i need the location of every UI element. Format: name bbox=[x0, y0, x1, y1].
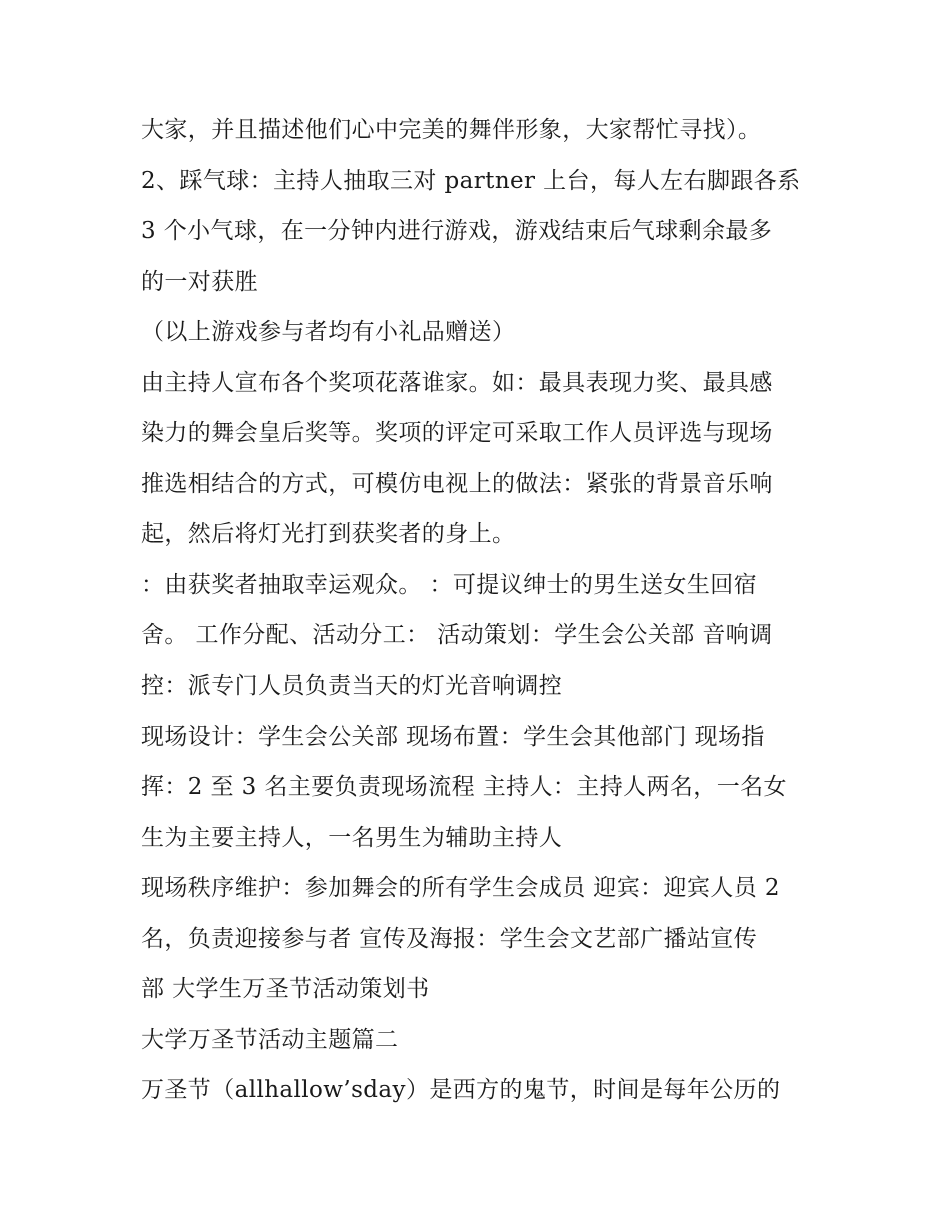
section-heading: 大学万圣节活动主题篇二 bbox=[141, 1027, 399, 1053]
text-line: 染力的舞会皇后奖等。奖项的评定可采取工作人员评选与现场 bbox=[141, 420, 773, 446]
text-line: 2、踩气球：主持人抽取三对 partner 上台，每人左右脚跟各系 bbox=[141, 168, 801, 194]
text-line: 由主持人宣布各个奖项花落谁家。如：最具表现力奖、最具感 bbox=[141, 370, 773, 396]
text-line: ：由获奖者抽取幸运观众。 ：可提议绅士的男生送女生回宿 bbox=[141, 572, 758, 598]
text-line: 挥：2 至 3 名主要负责现场流程 主持人：主持人两名，一名女 bbox=[141, 774, 787, 800]
text-line: 的一对获胜 bbox=[141, 269, 258, 295]
text-line: 生为主要主持人，一名男生为辅助主持人 bbox=[141, 825, 563, 851]
text-line: 起，然后将灯光打到获奖者的身上。 bbox=[141, 521, 516, 547]
text-line: 现场秩序维护：参加舞会的所有学生会成员 迎宾：迎宾人员 2 bbox=[141, 875, 780, 901]
text-line: 现场设计：学生会公关部 现场布置：学生会其他部门 现场指 bbox=[141, 724, 765, 750]
text-line: 大家，并且描述他们心中完美的舞伴形象，大家帮忙寻找）。 bbox=[141, 117, 762, 143]
text-line: 万圣节（allhallow’sday）是西方的鬼节，时间是每年公历的 bbox=[141, 1077, 781, 1103]
text-line: 名，负责迎接参与者 宣传及海报：学生会文艺部广播站宣传 bbox=[141, 926, 758, 952]
text-line: 控：派专门人员负责当天的灯光音响调控 bbox=[141, 673, 563, 699]
text-line: （以上游戏参与者均有小礼品赠送） bbox=[141, 319, 516, 345]
text-line: 3 个小气球，在一分钟内进行游戏，游戏结束后气球剩余最多 bbox=[141, 218, 773, 244]
text-line: 舍。 工作分配、活动分工： 活动策划：学生会公关部 音响调 bbox=[141, 622, 773, 648]
text-line: 部 大学生万圣节活动策划书 bbox=[141, 976, 430, 1002]
text-line: 推选相结合的方式，可模仿电视上的做法：紧张的背景音乐响 bbox=[141, 471, 773, 497]
